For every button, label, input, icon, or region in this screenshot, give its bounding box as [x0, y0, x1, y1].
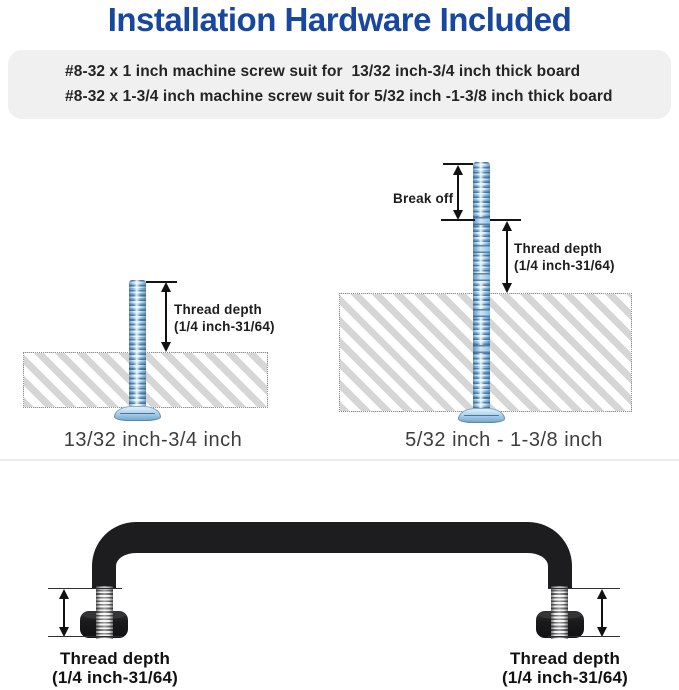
info-line-short-screw: #8-32 x 1 inch machine screw suit for 13/32 inch-3/4 inch thick board — [65, 63, 581, 80]
dimension-tick — [548, 636, 620, 637]
thread-depth-range: (1/4 inch-31/64) — [501, 667, 629, 687]
break-off-groove — [473, 245, 490, 253]
handle-left-threaded-post — [96, 586, 113, 639]
board-thickness-label: 13/32 inch-3/4 inch — [63, 429, 243, 451]
handle-right-threaded-post — [551, 586, 568, 639]
break-off-groove — [473, 345, 490, 353]
screw-head — [114, 406, 161, 421]
break-off-screw-shaft — [473, 162, 490, 412]
thread-depth-title: Thread depth — [509, 649, 621, 668]
thread-depth-annotation — [15, 650, 215, 687]
break-off-label: Break off — [393, 191, 454, 206]
thread-depth-annotation — [514, 240, 615, 274]
dimension-tick — [48, 588, 122, 589]
break-off-groove — [473, 217, 490, 225]
machine-screw-shaft — [129, 280, 146, 410]
thread-depth-title: Thread depth — [514, 241, 602, 256]
thread-depth-arrow — [161, 282, 171, 352]
thread-depth-title: Thread depth — [174, 302, 262, 317]
thread-depth-arrow — [502, 221, 512, 293]
break-off-groove — [473, 273, 490, 281]
break-off-groove — [473, 309, 490, 317]
cabinet-pull-handle — [92, 522, 572, 588]
break-off-arrow — [453, 165, 463, 220]
thread-depth-range: (1/4 inch-31/64) — [174, 319, 275, 334]
dimension-tick — [441, 219, 475, 221]
thread-depth-title: Thread depth — [59, 649, 171, 668]
thread-depth-annotation — [174, 301, 275, 335]
thread-depth-annotation — [465, 650, 665, 687]
board-thickness-label: 5/32 inch - 1-3/8 inch — [405, 429, 603, 451]
thread-depth-range: (1/4 inch-31/64) — [51, 667, 179, 687]
info-line-long-screw: #8-32 x 1-3/4 inch machine screw suit for 5/32 inch -1-3/8 inch thick board — [65, 88, 613, 105]
screw-head — [458, 408, 505, 423]
page-title: Installation Hardware Included — [107, 1, 572, 38]
thread-depth-arrow — [59, 589, 69, 637]
thread-depth-arrow — [597, 589, 607, 637]
thread-depth-range: (1/4 inch-31/64) — [514, 258, 615, 273]
dimension-tick — [548, 588, 620, 589]
dimension-tick — [48, 636, 122, 637]
info-panel — [8, 50, 671, 119]
section-divider — [0, 459, 679, 461]
